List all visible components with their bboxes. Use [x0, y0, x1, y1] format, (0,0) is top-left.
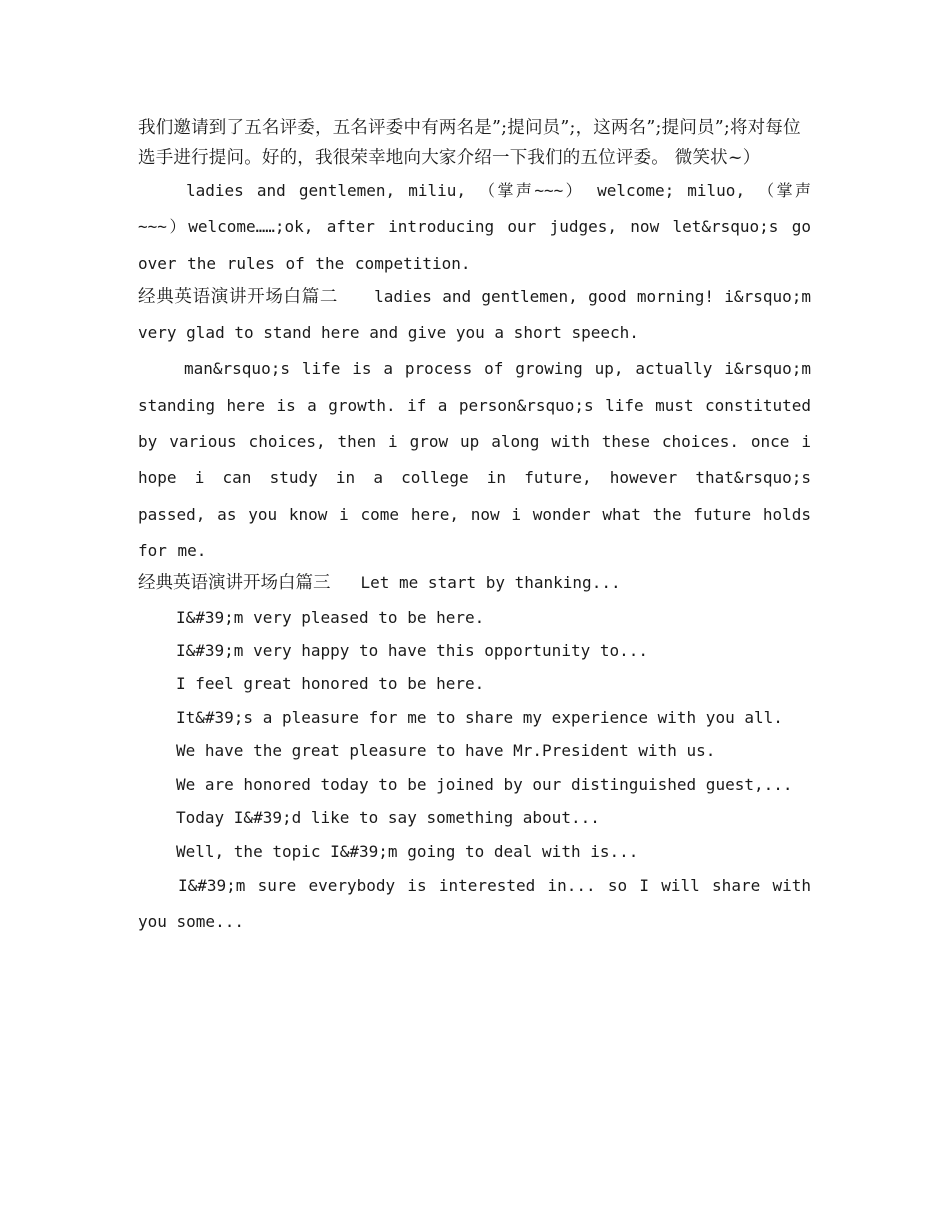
paragraph-judges-intro-zh: 我们邀请到了五名评委，五名评委中有两名是”;提问员”;，这两名”;提问员”;将对每位选手进行提问。好的，我很荣幸地向大家介绍一下我们的五位评委。 微笑状~）: [138, 118, 801, 168]
list-item: Well, the topic I&#39;m going to deal with is...: [176, 841, 639, 861]
section-two-intro: [138, 279, 811, 352]
list-item: I feel great honored to be here.: [176, 674, 485, 694]
list-item: We are honored today to be joined by our distinguished guest,...: [176, 774, 793, 794]
section-two-first-paragraph: ladies and gentlemen, good morning! i&rsquo;m very glad to stand here and give you a short speech.: [138, 286, 811, 343]
list-item: I&#39;m very happy to have this opportunity to...: [176, 641, 649, 661]
list-item: It&#39;s a pleasure for me to share my experience with you all.: [176, 707, 783, 727]
list-item-last: I&#39;m sure everybody is interested in... so I will share with you some...: [138, 875, 811, 932]
section-three-first-line: Let me start by thanking...: [360, 573, 621, 593]
document-body: [138, 113, 811, 941]
list-item: I&#39;m very pleased to be here.: [176, 607, 485, 627]
phrase-list: [138, 601, 811, 868]
section-two-heading: 经典英语演讲开场白篇二: [138, 286, 339, 307]
list-item: We have the great pleasure to have Mr.President with us.: [176, 741, 716, 761]
section-two-body-paragraph: man&rsquo;s life is a process of growing up, actually i&rsquo;m standing here is a growth. if a person&rsquo;s life must constituted by various choices, then i grow up along with these choices. once i hope i can study in a college in future, however that&rsquo;s passed, as you know i come here, now i wonder what the future holds for me.: [138, 359, 811, 560]
section-three-heading: 经典英语演讲开场白篇三: [138, 573, 331, 594]
list-item: Today I&#39;d like to say something about...: [176, 808, 600, 828]
section-three-intro: [138, 566, 811, 600]
paragraph-judges-welcome-en: ladies and gentlemen, miliu, （掌声~~~） welcome; miluo, （掌声~~~）welcome……;ok, after introducing our judges, now let&rsquo;s go over the rules of the competition.: [138, 181, 811, 273]
